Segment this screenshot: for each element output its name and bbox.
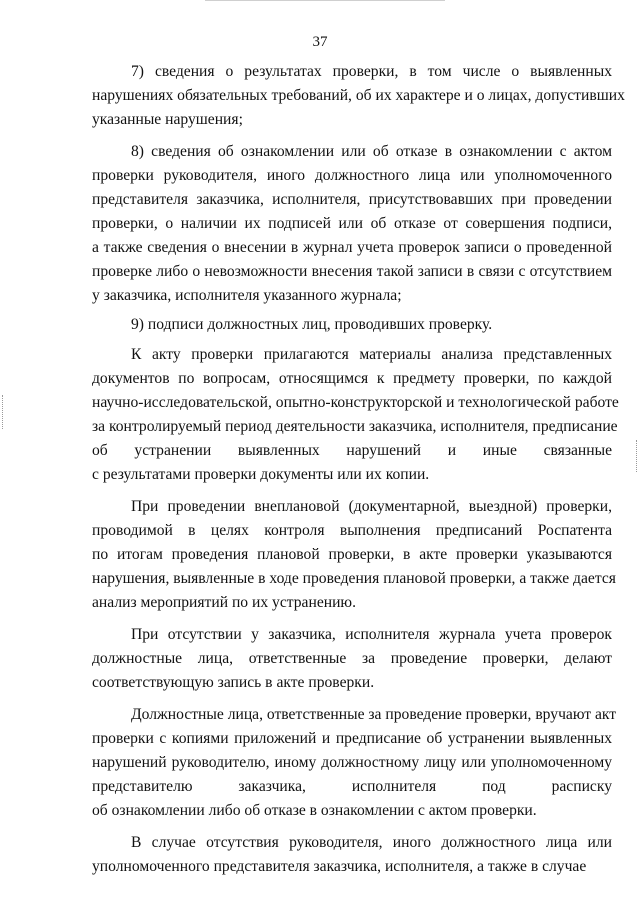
text-line: у заказчика, исполнителя указанного журнала;: [92, 287, 402, 304]
scan-left-edge-mark: [2, 395, 6, 429]
text-line: должностные лица, ответственные за проведение проверки, делают: [92, 650, 612, 667]
text-line: соответствующую запись в акте проверки.: [92, 674, 375, 691]
text-line: При отсутствии у заказчика, исполнителя журнала учета проверок: [131, 626, 612, 643]
text-line: за контролируемый период деятельности заказчика, исполнителя, предписание: [92, 418, 618, 435]
document-body: [92, 60, 625, 879]
text-line: К акту проверки прилагаются материалы анализа представленных: [131, 346, 612, 363]
text-line: проверки с копиями приложений и предписание об устранении выявленных: [92, 730, 612, 747]
paragraph: [92, 703, 617, 823]
text-line: В случае отсутствия руководителя, иного должностного лица или: [131, 834, 612, 851]
text-line: представителю заказчика, исполнителя под расписку: [92, 778, 612, 795]
text-line: представителя заказчика, исполнителя, присутствовавших при проведении: [92, 191, 612, 208]
text-line: с результатами проверки документы или их копии.: [92, 466, 430, 483]
page-number: 37: [312, 34, 328, 50]
paragraph: [92, 343, 619, 487]
text-line: проверки, о наличии их подписей или об отказе от совершения подписи,: [92, 215, 612, 232]
text-line: проверки руководителя, иного должностного лица или уполномоченного: [92, 167, 612, 184]
paragraph: [92, 831, 612, 879]
text-line: по итогам проведения плановой проверки, в акте проверки указываются: [92, 546, 612, 563]
text-line: анализ мероприятий по их устранению.: [92, 594, 356, 611]
paragraph: [92, 623, 612, 695]
scan-top-edge: [205, 0, 445, 1]
text-line: об ознакомлении либо об отказе в ознакомлении с актом проверки.: [92, 802, 537, 819]
text-line: указанные нарушения;: [92, 111, 243, 128]
text-line: проводимой в целях контроля выполнения предписаний Роспатента: [92, 522, 612, 539]
text-line: При проведении внеплановой (документарной, выездной) проверки,: [131, 498, 612, 515]
paragraph: [92, 495, 616, 615]
paragraph: [92, 313, 612, 337]
text-line: 9) подписи должностных лиц, проводивших проверку.: [131, 316, 493, 333]
scan-right-edge-mark: [633, 440, 637, 472]
text-line: 8) сведения об ознакомлении или об отказе в ознакомлении с актом: [131, 143, 612, 160]
text-line: нарушения, выявленные в ходе проведения плановой проверки, а также дается: [92, 570, 616, 587]
text-line: проверке либо о невозможности внесения такой записи в связи с отсутствием: [92, 263, 612, 280]
text-line: уполномоченного представителя заказчика, исполнителя, а также в случае: [92, 858, 587, 875]
text-line: а также сведения о внесении в журнал учета проверок записи о проведенной: [92, 239, 612, 256]
text-line: нарушений руководителю, иному должностному лицу или уполномоченному: [92, 754, 612, 771]
paragraph: [92, 60, 625, 132]
text-line: документов по вопросам, относящимся к предмету проверки, по каждой: [92, 370, 612, 387]
text-line: научно-исследовательской, опытно-конструкторской и технологической работе: [92, 394, 619, 411]
text-line: Должностные лица, ответственные за проведение проверки, вручают акт: [131, 706, 617, 723]
text-line: об устранении выявленных нарушений и иные связанные: [92, 442, 612, 459]
text-line: нарушениях обязательных требований, об их характере и о лицах, допустивших: [92, 87, 625, 104]
text-line: 7) сведения о результатах проверки, в том числе о выявленных: [131, 63, 612, 80]
paragraph: [92, 140, 612, 308]
